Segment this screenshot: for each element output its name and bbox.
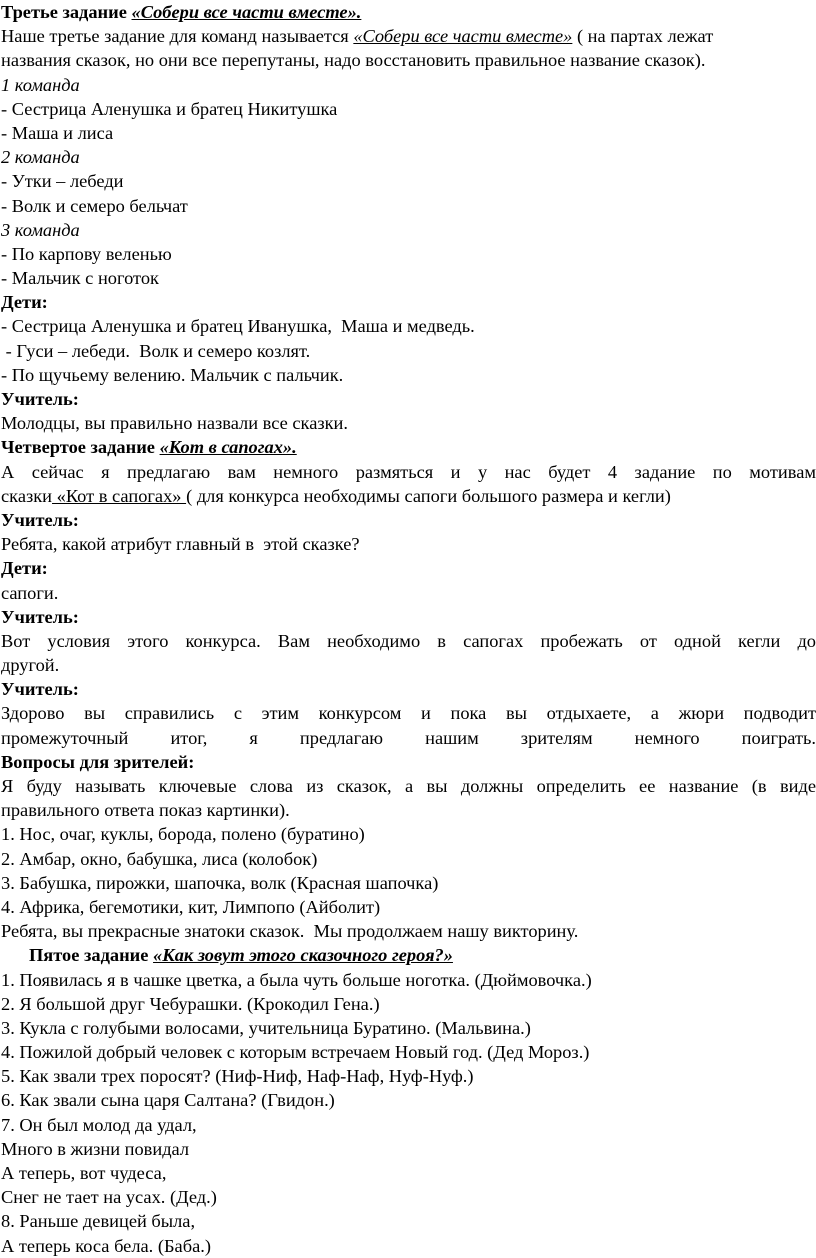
task5-heading-label: Пятое задание [29,945,154,966]
riddle-line: Много в жизни повидал [1,1138,190,1159]
summary-line-1: Здорово вы справились с этим конкурсом и пока вы отдыхаете, а жюри подводит [1,703,816,724]
children-answer-line: - По щучьему велению. Мальчик с пальчик. [1,364,344,385]
team3-label: 3 команда [1,219,80,240]
task4-intro-tail: ( для конкурса необходимы сапоги большого размера и кегли) [186,485,671,506]
conditions-line-1: Вот условия этого конкурса. Вам необходимо в сапогах пробежать от одной кегли до [1,630,816,651]
task5-heading [1,943,816,967]
task3-heading-label: Третье задание [1,2,132,22]
team2-item: - Волк и семеро бельчат [1,195,188,216]
task3-intro-tail: ( на партах лежат [572,26,714,47]
task3-intro-text: Наше третье задание для команд называется [1,26,354,47]
task4-intro-line-1: А сейчас я предлагаю вам немного размяться и у нас будет 4 задание по мотивам [1,461,816,482]
audience-question: 2. Амбар, окно, бабушка, лиса (колобок) [1,848,318,869]
teacher-label: Учитель: [1,679,79,700]
task3-heading-title: «Собери все части вместе». [131,2,362,22]
riddle-line: Снег не тает на усах. (Дед.) [1,1187,217,1208]
riddle-line: 1. Появилась я в чашке цветка, а была чуть больше ноготка. (Дюймовочка.) [1,969,592,990]
riddle-line: А теперь, вот чудеса, [1,1163,167,1183]
task4-intro-title: «Кот в сапогах» [52,485,187,506]
summary-line-2: промежуточный итог, я предлагаю нашим зрителям немного поиграть. [1,727,816,748]
team1-item: - Сестрица Аленушка и братец Никитушка [1,98,338,119]
team1-item: - Маша и лиса [1,122,114,143]
riddle-line: 6. Как звали сына царя Салтана? (Гвидон.) [1,1090,335,1111]
teacher-question: Ребята, какой атрибут главный в этой сказке? [1,534,360,555]
task4-intro-text: сказки [1,485,53,506]
teacher-label: Учитель: [1,509,79,530]
audience-question: 1. Нос, очаг, куклы, борода, полено (буратино) [1,824,365,845]
teacher-praise: Молодцы, вы правильно назвали все сказки. [1,413,348,434]
children-label: Дети: [1,292,48,313]
riddle-line: 7. Он был молод да удал, [1,1114,197,1135]
conditions-line-2: другой. [1,655,60,676]
children-answer-line: - Гуси – лебеди. Волк и семеро козлят. [1,340,311,361]
audience-question: 3. Бабушка, пирожки, шапочка, волк (Красная шапочка) [1,872,439,893]
audience-question: 4. Африка, бегемотики, кит, Лимпопо (Айболит) [1,896,381,917]
audience-praise: Ребята, вы прекрасные знатоки сказок. Мы продолжаем нашу викторину. [1,921,579,942]
task3-intro-line-2: названия сказок, но они все перепутаны, надо восстановить правильное название сказок). [1,50,706,71]
riddle-line: 4. Пожилой добрый человек с которым встречаем Новый год. (Дед Мороз.) [1,1042,590,1063]
team3-item: - Мальчик с ноготок [1,268,159,289]
task4-heading [1,435,816,459]
children-label: Дети: [1,558,48,579]
task3-intro-title: «Собери все части вместе» [353,26,573,47]
team2-item: - Утки – лебеди [1,171,124,192]
audience-intro-line-2: правильного ответа показ картинки). [1,800,290,821]
task3-intro-line-1 [1,24,816,48]
team3-item: - По карпову веленью [1,243,172,264]
riddle-line: 5. Как звали трех поросят? (Ниф-Ниф, Наф-Наф, Нуф-Нуф.) [1,1066,474,1087]
riddle-line: 8. Раньше девицей была, [1,1211,196,1232]
riddle-line: А теперь коса бела. (Баба.) [1,1235,211,1256]
riddle-line: 2. Я большой друг Чебурашки. (Крокодил Гена.) [1,993,380,1014]
teacher-label: Учитель: [1,606,79,627]
task4-heading-title: «Кот в сапогах». [159,437,297,458]
children-answer: сапоги. [1,582,59,603]
riddle-line: 3. Кукла с голубыми волосами, учительница Буратино. (Мальвина.) [1,1017,531,1038]
children-answer-line: - Сестрица Аленушка и братец Иванушка, Маша и медведь. [1,316,475,337]
audience-intro-line-1: Я буду называть ключевые слова из сказок, а вы должны определить ее название (в виде [1,776,816,796]
audience-heading: Вопросы для зрителей: [1,751,195,772]
team2-label: 2 команда [1,147,80,168]
task4-intro-line-2 [1,484,816,508]
team1-label: 1 команда [1,74,80,95]
task5-heading-title: «Как зовут этого сказочного героя?» [153,945,453,966]
task4-heading-label: Четвертое задание [1,437,160,458]
task3-heading [1,0,816,24]
teacher-label: Учитель: [1,389,79,409]
